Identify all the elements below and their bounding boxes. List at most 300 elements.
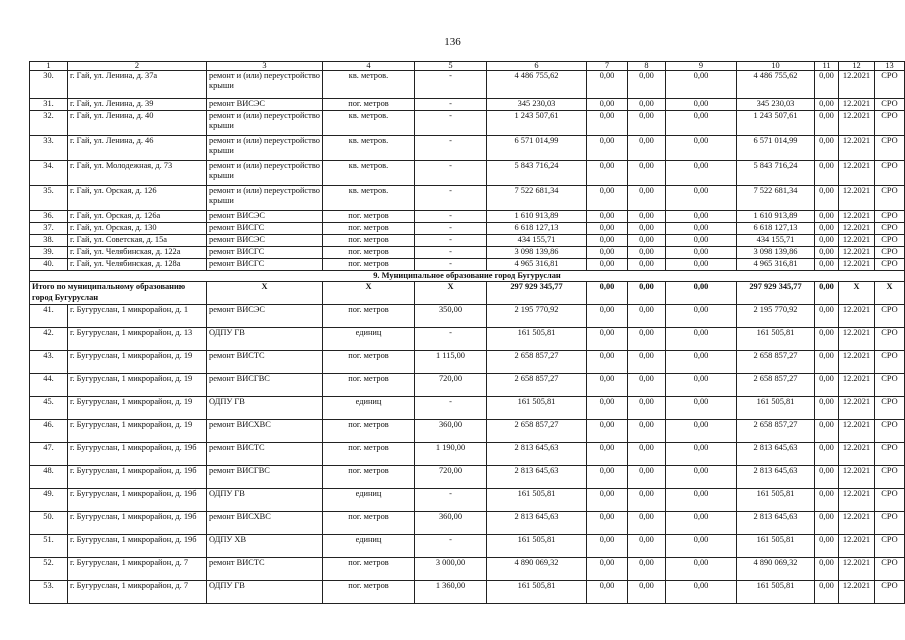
cell-deadline: 12.2021 bbox=[839, 71, 875, 99]
column-header: 7 bbox=[587, 62, 628, 71]
cell-deadline: 12.2021 bbox=[839, 374, 875, 397]
cell-col7: 0,00 bbox=[587, 111, 628, 136]
cell-col10: 1 610 913,89 bbox=[737, 211, 815, 223]
cell-col7: 0,00 bbox=[587, 466, 628, 489]
cell-deadline: 12.2021 bbox=[839, 397, 875, 420]
cell-deadline: 12.2021 bbox=[839, 223, 875, 235]
cell-unit: кв. метров. bbox=[323, 161, 415, 186]
cell-address: г. Гай, ул. Советская, д. 15а bbox=[68, 235, 207, 247]
cell-method: СРО bbox=[875, 235, 905, 247]
cell-col9: 0,00 bbox=[666, 211, 737, 223]
cell-quantity: - bbox=[415, 99, 487, 111]
cell-col10: 2 658 857,27 bbox=[737, 351, 815, 374]
cell-col7: 0,00 bbox=[587, 397, 628, 420]
section-title: 9. Муниципальное образование город Бугуруслан bbox=[30, 271, 905, 282]
cell-address: г. Гай, ул. Орская, д. 126 bbox=[68, 186, 207, 211]
cell-col10: 161 505,81 bbox=[737, 328, 815, 351]
cell-work-type: ремонт ВИСХВС bbox=[207, 512, 323, 535]
cell-method: СРО bbox=[875, 186, 905, 211]
cell-number: 33. bbox=[30, 136, 68, 161]
cell-total-cost: 2 813 645,63 bbox=[487, 512, 587, 535]
cell-number: 49. bbox=[30, 489, 68, 512]
cell-quantity: - bbox=[415, 397, 487, 420]
total-cell: X bbox=[839, 282, 875, 305]
cell-col10: 161 505,81 bbox=[737, 535, 815, 558]
cell-deadline: 12.2021 bbox=[839, 489, 875, 512]
cell-number: 47. bbox=[30, 443, 68, 466]
cell-work-type: ремонт ВИСЭС bbox=[207, 305, 323, 328]
cell-unit: пог. метров bbox=[323, 223, 415, 235]
cell-work-type: ремонт и (или) переустройство крыши bbox=[207, 136, 323, 161]
cell-col10: 345 230,03 bbox=[737, 99, 815, 111]
cell-total-cost: 1 243 507,61 bbox=[487, 111, 587, 136]
cell-total-cost: 2 813 645,63 bbox=[487, 466, 587, 489]
cell-work-type: ремонт ВИСГВС bbox=[207, 374, 323, 397]
cell-col11: 0,00 bbox=[815, 111, 839, 136]
cell-deadline: 12.2021 bbox=[839, 466, 875, 489]
total-cell: 0,00 bbox=[815, 282, 839, 305]
total-cell: 0,00 bbox=[587, 282, 628, 305]
cell-work-type: ОДПУ ХВ bbox=[207, 535, 323, 558]
cell-col8: 0,00 bbox=[628, 489, 666, 512]
cell-total-cost: 161 505,81 bbox=[487, 397, 587, 420]
cell-address: г. Гай, ул. Ленина, д. 40 bbox=[68, 111, 207, 136]
cell-col10: 7 522 681,34 bbox=[737, 186, 815, 211]
cell-quantity: - bbox=[415, 223, 487, 235]
cell-work-type: ОДПУ ГВ bbox=[207, 581, 323, 604]
cell-quantity: - bbox=[415, 111, 487, 136]
table-row bbox=[30, 71, 905, 99]
cell-col11: 0,00 bbox=[815, 71, 839, 99]
cell-col8: 0,00 bbox=[628, 443, 666, 466]
cell-method: СРО bbox=[875, 581, 905, 604]
cell-col9: 0,00 bbox=[666, 247, 737, 259]
cell-method: СРО bbox=[875, 374, 905, 397]
table-row bbox=[30, 223, 905, 235]
cell-method: СРО bbox=[875, 512, 905, 535]
cell-unit: пог. метров bbox=[323, 351, 415, 374]
cell-unit: единиц bbox=[323, 489, 415, 512]
cell-col10: 3 098 139,86 bbox=[737, 247, 815, 259]
table-row bbox=[30, 443, 905, 466]
cell-quantity: - bbox=[415, 247, 487, 259]
cell-method: СРО bbox=[875, 535, 905, 558]
table-row bbox=[30, 489, 905, 512]
cell-number: 40. bbox=[30, 259, 68, 271]
table-row bbox=[30, 535, 905, 558]
cell-col11: 0,00 bbox=[815, 186, 839, 211]
cell-method: СРО bbox=[875, 489, 905, 512]
cell-work-type: ремонт и (или) переустройство крыши bbox=[207, 161, 323, 186]
cell-address: г. Гай, ул. Орская, д. 130 bbox=[68, 223, 207, 235]
cell-col7: 0,00 bbox=[587, 420, 628, 443]
column-header: 5 bbox=[415, 62, 487, 71]
column-header: 4 bbox=[323, 62, 415, 71]
cell-work-type: ремонт и (или) переустройство крыши bbox=[207, 186, 323, 211]
cell-unit: пог. метров bbox=[323, 420, 415, 443]
cell-col11: 0,00 bbox=[815, 535, 839, 558]
cell-address: г. Бугуруслан, 1 микрорайон, д. 1 bbox=[68, 305, 207, 328]
cell-address: г. Бугуруслан, 1 микрорайон, д. 19б bbox=[68, 443, 207, 466]
cell-total-cost: 4 965 316,81 bbox=[487, 259, 587, 271]
cell-col11: 0,00 bbox=[815, 581, 839, 604]
cell-total-cost: 6 571 014,99 bbox=[487, 136, 587, 161]
cell-quantity: - bbox=[415, 235, 487, 247]
cell-col9: 0,00 bbox=[666, 111, 737, 136]
cell-quantity: - bbox=[415, 328, 487, 351]
cell-address: г. Бугуруслан, 1 микрорайон, д. 7 bbox=[68, 581, 207, 604]
cell-quantity: - bbox=[415, 259, 487, 271]
cell-number: 43. bbox=[30, 351, 68, 374]
capital-repair-table bbox=[29, 61, 905, 604]
cell-method: СРО bbox=[875, 136, 905, 161]
cell-col8: 0,00 bbox=[628, 374, 666, 397]
cell-deadline: 12.2021 bbox=[839, 111, 875, 136]
cell-address: г. Бугуруслан, 1 микрорайон, д. 13 bbox=[68, 328, 207, 351]
cell-quantity: - bbox=[415, 136, 487, 161]
total-cell: 0,00 bbox=[628, 282, 666, 305]
cell-quantity: 350,00 bbox=[415, 305, 487, 328]
cell-quantity: 1 115,00 bbox=[415, 351, 487, 374]
cell-col11: 0,00 bbox=[815, 305, 839, 328]
cell-col9: 0,00 bbox=[666, 161, 737, 186]
column-header: 12 bbox=[839, 62, 875, 71]
cell-quantity: - bbox=[415, 535, 487, 558]
cell-number: 31. bbox=[30, 99, 68, 111]
cell-col11: 0,00 bbox=[815, 351, 839, 374]
cell-col10: 1 243 507,61 bbox=[737, 111, 815, 136]
cell-work-type: ремонт ВИСТС bbox=[207, 443, 323, 466]
cell-number: 30. bbox=[30, 71, 68, 99]
cell-col10: 4 486 755,62 bbox=[737, 71, 815, 99]
cell-number: 35. bbox=[30, 186, 68, 211]
cell-col11: 0,00 bbox=[815, 136, 839, 161]
cell-total-cost: 7 522 681,34 bbox=[487, 186, 587, 211]
cell-unit: кв. метров. bbox=[323, 186, 415, 211]
cell-col9: 0,00 bbox=[666, 223, 737, 235]
cell-quantity: 1 360,00 bbox=[415, 581, 487, 604]
cell-quantity: - bbox=[415, 161, 487, 186]
cell-col10: 6 618 127,13 bbox=[737, 223, 815, 235]
cell-work-type: ремонт ВИСТС bbox=[207, 558, 323, 581]
total-cell: 297 929 345,77 bbox=[487, 282, 587, 305]
column-header: 10 bbox=[737, 62, 815, 71]
table-row bbox=[30, 305, 905, 328]
cell-total-cost: 3 098 139,86 bbox=[487, 247, 587, 259]
total-cell: 297 929 345,77 bbox=[737, 282, 815, 305]
cell-col9: 0,00 bbox=[666, 397, 737, 420]
cell-total-cost: 4 890 069,32 bbox=[487, 558, 587, 581]
cell-method: СРО bbox=[875, 211, 905, 223]
cell-total-cost: 6 618 127,13 bbox=[487, 223, 587, 235]
cell-deadline: 12.2021 bbox=[839, 535, 875, 558]
cell-work-type: ремонт ВИСГВС bbox=[207, 466, 323, 489]
cell-number: 50. bbox=[30, 512, 68, 535]
cell-col11: 0,00 bbox=[815, 247, 839, 259]
table-body bbox=[30, 62, 905, 604]
cell-col7: 0,00 bbox=[587, 328, 628, 351]
cell-total-cost: 2 658 857,27 bbox=[487, 374, 587, 397]
cell-unit: пог. метров bbox=[323, 247, 415, 259]
cell-address: г. Бугуруслан, 1 микрорайон, д. 19 bbox=[68, 374, 207, 397]
cell-col7: 0,00 bbox=[587, 161, 628, 186]
cell-col8: 0,00 bbox=[628, 259, 666, 271]
cell-col11: 0,00 bbox=[815, 235, 839, 247]
cell-method: СРО bbox=[875, 71, 905, 99]
cell-unit: пог. метров bbox=[323, 581, 415, 604]
cell-method: СРО bbox=[875, 443, 905, 466]
cell-col9: 0,00 bbox=[666, 328, 737, 351]
cell-address: г. Бугуруслан, 1 микрорайон, д. 19б bbox=[68, 489, 207, 512]
cell-col9: 0,00 bbox=[666, 235, 737, 247]
cell-col11: 0,00 bbox=[815, 489, 839, 512]
table-row bbox=[30, 466, 905, 489]
cell-col9: 0,00 bbox=[666, 71, 737, 99]
cell-col7: 0,00 bbox=[587, 374, 628, 397]
table-row bbox=[30, 558, 905, 581]
cell-unit: кв. метров. bbox=[323, 136, 415, 161]
cell-work-type: ремонт ВИСЭС bbox=[207, 211, 323, 223]
cell-col9: 0,00 bbox=[666, 136, 737, 161]
cell-work-type: ремонт ВИСТС bbox=[207, 351, 323, 374]
total-cell: X bbox=[207, 282, 323, 305]
cell-col11: 0,00 bbox=[815, 328, 839, 351]
cell-address: г. Гай, ул. Челябинская, д. 128а bbox=[68, 259, 207, 271]
column-header: 11 bbox=[815, 62, 839, 71]
cell-col8: 0,00 bbox=[628, 581, 666, 604]
cell-col9: 0,00 bbox=[666, 558, 737, 581]
cell-address: г. Гай, ул. Ленина, д. 46 bbox=[68, 136, 207, 161]
cell-col7: 0,00 bbox=[587, 443, 628, 466]
cell-number: 34. bbox=[30, 161, 68, 186]
table-row bbox=[30, 136, 905, 161]
cell-unit: пог. метров bbox=[323, 466, 415, 489]
cell-col7: 0,00 bbox=[587, 99, 628, 111]
cell-col8: 0,00 bbox=[628, 161, 666, 186]
cell-unit: пог. метров bbox=[323, 374, 415, 397]
cell-number: 39. bbox=[30, 247, 68, 259]
cell-col9: 0,00 bbox=[666, 443, 737, 466]
cell-unit: единиц bbox=[323, 535, 415, 558]
cell-deadline: 12.2021 bbox=[839, 211, 875, 223]
cell-unit: кв. метров. bbox=[323, 71, 415, 99]
cell-address: г. Бугуруслан, 1 микрорайон, д. 19б bbox=[68, 535, 207, 558]
cell-method: СРО bbox=[875, 558, 905, 581]
table-row bbox=[30, 397, 905, 420]
column-header: 6 bbox=[487, 62, 587, 71]
cell-work-type: ремонт и (или) переустройство крыши bbox=[207, 111, 323, 136]
cell-deadline: 12.2021 bbox=[839, 161, 875, 186]
table-row bbox=[30, 374, 905, 397]
cell-col10: 2 813 645,63 bbox=[737, 466, 815, 489]
cell-col8: 0,00 bbox=[628, 512, 666, 535]
cell-unit: пог. метров bbox=[323, 305, 415, 328]
cell-address: г. Бугуруслан, 1 микрорайон, д. 19 bbox=[68, 420, 207, 443]
cell-deadline: 12.2021 bbox=[839, 558, 875, 581]
total-cell: X bbox=[875, 282, 905, 305]
cell-work-type: ОДПУ ГВ bbox=[207, 489, 323, 512]
cell-col8: 0,00 bbox=[628, 247, 666, 259]
cell-col8: 0,00 bbox=[628, 535, 666, 558]
total-cell: X bbox=[323, 282, 415, 305]
cell-deadline: 12.2021 bbox=[839, 420, 875, 443]
cell-method: СРО bbox=[875, 247, 905, 259]
cell-col9: 0,00 bbox=[666, 512, 737, 535]
table-row bbox=[30, 186, 905, 211]
cell-col7: 0,00 bbox=[587, 223, 628, 235]
cell-col11: 0,00 bbox=[815, 161, 839, 186]
cell-method: СРО bbox=[875, 397, 905, 420]
cell-total-cost: 161 505,81 bbox=[487, 581, 587, 604]
cell-work-type: ремонт и (или) переустройство крыши bbox=[207, 71, 323, 99]
table-row bbox=[30, 211, 905, 223]
cell-deadline: 12.2021 bbox=[839, 328, 875, 351]
cell-total-cost: 434 155,71 bbox=[487, 235, 587, 247]
section-title-row bbox=[30, 271, 905, 282]
cell-quantity: - bbox=[415, 489, 487, 512]
total-cell: 0,00 bbox=[666, 282, 737, 305]
cell-col10: 2 658 857,27 bbox=[737, 420, 815, 443]
cell-deadline: 12.2021 bbox=[839, 99, 875, 111]
cell-total-cost: 5 843 716,24 bbox=[487, 161, 587, 186]
cell-quantity: 720,00 bbox=[415, 466, 487, 489]
cell-deadline: 12.2021 bbox=[839, 581, 875, 604]
cell-method: СРО bbox=[875, 351, 905, 374]
cell-col11: 0,00 bbox=[815, 420, 839, 443]
cell-address: г. Гай, ул. Молодежная, д. 73 bbox=[68, 161, 207, 186]
table-row bbox=[30, 247, 905, 259]
table-row bbox=[30, 259, 905, 271]
cell-work-type: ремонт ВИСГС bbox=[207, 247, 323, 259]
cell-deadline: 12.2021 bbox=[839, 305, 875, 328]
cell-unit: пог. метров bbox=[323, 235, 415, 247]
cell-col10: 434 155,71 bbox=[737, 235, 815, 247]
cell-col7: 0,00 bbox=[587, 558, 628, 581]
cell-col7: 0,00 bbox=[587, 489, 628, 512]
cell-col7: 0,00 bbox=[587, 235, 628, 247]
cell-unit: пог. метров bbox=[323, 259, 415, 271]
cell-total-cost: 161 505,81 bbox=[487, 535, 587, 558]
cell-col8: 0,00 bbox=[628, 466, 666, 489]
cell-col8: 0,00 bbox=[628, 558, 666, 581]
cell-col10: 4 890 069,32 bbox=[737, 558, 815, 581]
table-row bbox=[30, 161, 905, 186]
cell-number: 42. bbox=[30, 328, 68, 351]
cell-col7: 0,00 bbox=[587, 535, 628, 558]
cell-address: г. Бугуруслан, 1 микрорайон, д. 19 bbox=[68, 351, 207, 374]
cell-col11: 0,00 bbox=[815, 466, 839, 489]
cell-method: СРО bbox=[875, 420, 905, 443]
cell-deadline: 12.2021 bbox=[839, 259, 875, 271]
table-row bbox=[30, 512, 905, 535]
table-row bbox=[30, 111, 905, 136]
cell-work-type: ремонт ВИСЭС bbox=[207, 235, 323, 247]
cell-method: СРО bbox=[875, 305, 905, 328]
column-header: 8 bbox=[628, 62, 666, 71]
cell-address: г. Гай, ул. Ленина, д. 37а bbox=[68, 71, 207, 99]
cell-col8: 0,00 bbox=[628, 111, 666, 136]
cell-quantity: 720,00 bbox=[415, 374, 487, 397]
cell-work-type: ремонт ВИСГС bbox=[207, 259, 323, 271]
cell-col9: 0,00 bbox=[666, 489, 737, 512]
cell-method: СРО bbox=[875, 259, 905, 271]
cell-col11: 0,00 bbox=[815, 99, 839, 111]
cell-col7: 0,00 bbox=[587, 136, 628, 161]
cell-address: г. Гай, ул. Орская, д. 126а bbox=[68, 211, 207, 223]
cell-address: г. Гай, ул. Челябинская, д. 122а bbox=[68, 247, 207, 259]
cell-quantity: - bbox=[415, 211, 487, 223]
cell-deadline: 12.2021 bbox=[839, 247, 875, 259]
cell-quantity: - bbox=[415, 71, 487, 99]
cell-deadline: 12.2021 bbox=[839, 512, 875, 535]
cell-unit: пог. метров bbox=[323, 558, 415, 581]
cell-col10: 6 571 014,99 bbox=[737, 136, 815, 161]
cell-address: г. Бугуруслан, 1 микрорайон, д. 19б bbox=[68, 466, 207, 489]
cell-quantity: 3 000,00 bbox=[415, 558, 487, 581]
cell-col11: 0,00 bbox=[815, 558, 839, 581]
cell-work-type: ОДПУ ГВ bbox=[207, 397, 323, 420]
cell-col7: 0,00 bbox=[587, 351, 628, 374]
cell-col8: 0,00 bbox=[628, 397, 666, 420]
cell-col8: 0,00 bbox=[628, 420, 666, 443]
cell-number: 48. bbox=[30, 466, 68, 489]
cell-col8: 0,00 bbox=[628, 235, 666, 247]
cell-deadline: 12.2021 bbox=[839, 136, 875, 161]
cell-work-type: ремонт ВИСХВС bbox=[207, 420, 323, 443]
page-number: 136 bbox=[444, 36, 461, 48]
cell-method: СРО bbox=[875, 328, 905, 351]
cell-number: 38. bbox=[30, 235, 68, 247]
column-header-row bbox=[30, 62, 905, 71]
cell-col8: 0,00 bbox=[628, 71, 666, 99]
cell-col8: 0,00 bbox=[628, 223, 666, 235]
cell-deadline: 12.2021 bbox=[839, 351, 875, 374]
column-header: 13 bbox=[875, 62, 905, 71]
cell-method: СРО bbox=[875, 466, 905, 489]
cell-total-cost: 2 195 770,92 bbox=[487, 305, 587, 328]
cell-col11: 0,00 bbox=[815, 443, 839, 466]
cell-col10: 5 843 716,24 bbox=[737, 161, 815, 186]
cell-number: 41. bbox=[30, 305, 68, 328]
cell-deadline: 12.2021 bbox=[839, 443, 875, 466]
cell-col9: 0,00 bbox=[666, 259, 737, 271]
cell-unit: кв. метров. bbox=[323, 111, 415, 136]
table-row bbox=[30, 235, 905, 247]
cell-work-type: ОДПУ ГВ bbox=[207, 328, 323, 351]
cell-number: 45. bbox=[30, 397, 68, 420]
cell-col9: 0,00 bbox=[666, 466, 737, 489]
cell-col8: 0,00 bbox=[628, 305, 666, 328]
cell-col7: 0,00 bbox=[587, 305, 628, 328]
cell-address: г. Бугуруслан, 1 микрорайон, д. 19б bbox=[68, 512, 207, 535]
cell-number: 37. bbox=[30, 223, 68, 235]
cell-unit: пог. метров bbox=[323, 99, 415, 111]
total-cell: X bbox=[415, 282, 487, 305]
cell-deadline: 12.2021 bbox=[839, 235, 875, 247]
cell-col11: 0,00 bbox=[815, 223, 839, 235]
cell-address: г. Бугуруслан, 1 микрорайон, д. 19 bbox=[68, 397, 207, 420]
cell-total-cost: 1 610 913,89 bbox=[487, 211, 587, 223]
cell-number: 51. bbox=[30, 535, 68, 558]
cell-col10: 2 813 645,63 bbox=[737, 512, 815, 535]
cell-col7: 0,00 bbox=[587, 512, 628, 535]
cell-col10: 2 658 857,27 bbox=[737, 374, 815, 397]
cell-method: СРО bbox=[875, 99, 905, 111]
cell-col7: 0,00 bbox=[587, 259, 628, 271]
cell-quantity: 360,00 bbox=[415, 512, 487, 535]
cell-col7: 0,00 bbox=[587, 581, 628, 604]
table-row bbox=[30, 581, 905, 604]
